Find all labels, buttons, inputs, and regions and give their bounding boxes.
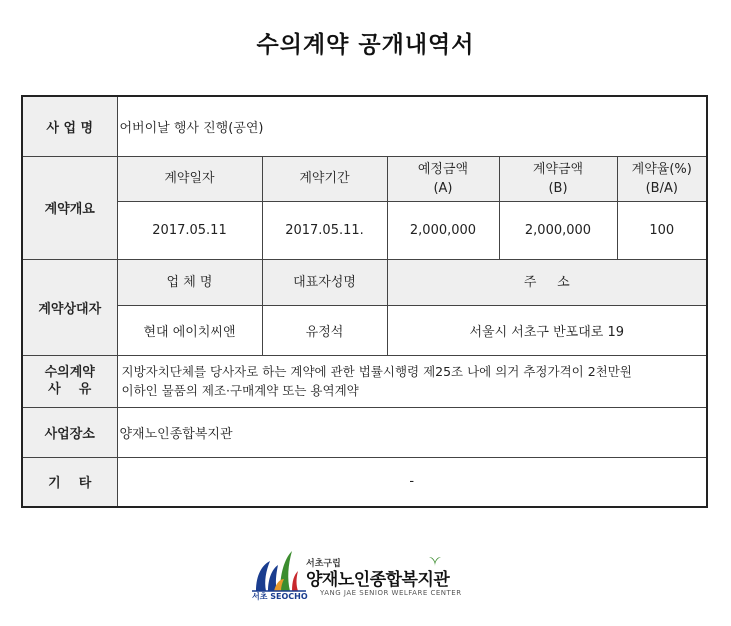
document-title: 수의계약 공개내역서 xyxy=(256,31,475,58)
welfare-center-logo xyxy=(250,545,480,605)
contract-overview-label: 계약개요 xyxy=(22,156,117,259)
row-overview-values xyxy=(22,201,707,259)
value-representative: 유정석 xyxy=(262,305,387,355)
header-estimated-amount xyxy=(387,156,499,201)
etc-value: - xyxy=(117,457,707,507)
reason-text-line2: 이하인 물품의 제조·구매계약 또는 용역계약 xyxy=(121,383,359,398)
header-rate-line2: (B/A) xyxy=(645,180,678,196)
header-contract-period: 계약기간 xyxy=(262,156,387,201)
value-contract-period: 2017.05.11. xyxy=(262,201,387,259)
row-counterparty-values xyxy=(22,305,707,355)
row-counterparty-headers xyxy=(22,259,707,305)
row-overview-headers xyxy=(22,156,707,201)
header-rate-line1: 계약율(%) xyxy=(631,161,692,177)
reason-label-line2: 사 유 xyxy=(48,382,92,397)
reason-label xyxy=(22,355,117,407)
header-representative: 대표자성명 xyxy=(262,259,387,305)
header-estimated-line1: 예정금액 xyxy=(417,161,469,177)
location-label: 사업장소 xyxy=(22,407,117,457)
header-contract-rate xyxy=(617,156,707,201)
header-address: 주 소 xyxy=(387,259,707,305)
row-reason xyxy=(22,355,707,407)
logo-district: 서초구립 xyxy=(306,559,341,569)
leaf-icon xyxy=(428,553,442,567)
logo-seocho-text: 서초 SEOCHO xyxy=(252,592,308,601)
logo-name: 양재노인종합복지관 xyxy=(306,570,450,590)
header-contract-amount xyxy=(499,156,617,201)
location-value: 양재노인종합복지관 xyxy=(117,407,707,457)
header-contract-date: 계약일자 xyxy=(117,156,262,201)
row-business-name xyxy=(22,96,707,156)
header-company-name: 업 체 명 xyxy=(117,259,262,305)
value-company-name: 현대 에이치씨앤 xyxy=(117,305,262,355)
value-address: 서울시 서초구 반포대로 19 xyxy=(387,305,707,355)
row-etc xyxy=(22,457,707,507)
value-contract-rate: 100 xyxy=(617,201,707,259)
business-name-value: 어버이날 행사 진행(공연) xyxy=(117,96,707,156)
header-contract-line1: 계약금액 xyxy=(532,161,584,177)
header-estimated-line2: (A) xyxy=(433,180,453,196)
reason-text xyxy=(117,355,707,407)
etc-label: 기 타 xyxy=(22,457,117,507)
value-estimated-amount: 2,000,000 xyxy=(387,201,499,259)
contract-table xyxy=(21,95,708,508)
value-contract-date: 2017.05.11 xyxy=(117,201,262,259)
reason-text-line1: 지방자치단체를 당사자로 하는 계약에 관한 법률시행령 제25조 나에 의거 추정가격이 2천만원 xyxy=(121,364,632,379)
value-contract-amount: 2,000,000 xyxy=(499,201,617,259)
counterparty-label: 계약상대자 xyxy=(22,259,117,355)
reason-label-line1: 수의계약 xyxy=(44,365,95,380)
business-name-label: 사 업 명 xyxy=(22,96,117,156)
row-location xyxy=(22,407,707,457)
logo-english: YANG JAE SENIOR WELFARE CENTER xyxy=(320,589,462,597)
header-contract-line2: (B) xyxy=(548,180,568,196)
